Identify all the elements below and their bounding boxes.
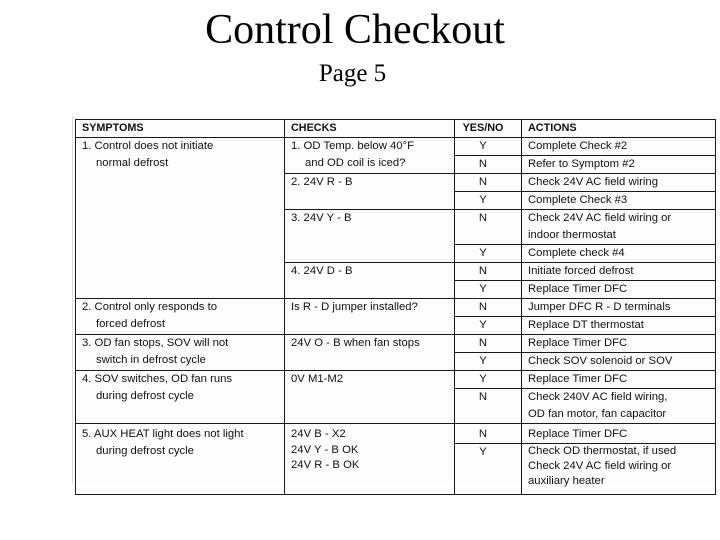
yes-no-cell: N xyxy=(455,389,522,424)
action-line: Check 24V AC field wiring or xyxy=(528,460,672,472)
action-cell: Check SOV solenoid or SOV xyxy=(522,353,716,371)
action-cell: Replace DT thermostat xyxy=(522,317,716,335)
control-checkout-table xyxy=(75,119,716,495)
check-5-line-3: 24V R - B OK xyxy=(291,459,360,471)
action-cell: Initiate forced defrost xyxy=(522,263,716,281)
action-cell: Jumper DFC R - D terminals xyxy=(522,299,716,317)
action-cell: Complete Check #2 xyxy=(522,138,716,156)
table-row xyxy=(76,138,716,156)
check-1-line-2: and OD coil is iced? xyxy=(305,157,406,169)
header-checks: CHECKS xyxy=(285,120,455,138)
action-cell: Refer to Symptom #2 xyxy=(522,156,716,174)
table-row xyxy=(76,424,716,444)
yes-no-cell: Y xyxy=(455,138,522,156)
yes-no-cell: Y xyxy=(455,444,522,495)
yes-no-cell: Y xyxy=(455,317,522,335)
yes-no-cell: N xyxy=(455,335,522,353)
action-cell: Replace Timer DFC xyxy=(522,424,716,444)
yes-no-cell: Y xyxy=(455,192,522,210)
check-cell xyxy=(285,424,455,495)
symptom-5-line-2: during defrost cycle xyxy=(96,445,194,457)
action-cell: Replace Timer DFC xyxy=(522,335,716,353)
yes-no-cell: Y xyxy=(455,353,522,371)
action-line: indoor thermostat xyxy=(528,229,616,241)
check-cell: Is R - D jumper installed? xyxy=(285,299,455,335)
action-cell xyxy=(522,444,716,495)
yes-no-cell: N xyxy=(455,174,522,192)
symptom-1-line-2: normal defrost xyxy=(96,157,169,169)
action-line: Check OD thermostat, if used xyxy=(528,445,677,457)
symptom-cell xyxy=(76,138,285,299)
action-line: Check 240V AC field wiring, xyxy=(528,391,668,403)
check-5-line-1: 24V B - X2 xyxy=(291,428,346,440)
action-cell: Replace Timer DFC xyxy=(522,371,716,389)
symptom-2-line-1: 2. Control only responds to xyxy=(82,301,218,313)
check-cell xyxy=(285,138,455,174)
symptom-cell xyxy=(76,424,285,495)
symptom-4-line-1: 4. SOV switches, OD fan runs xyxy=(82,373,233,385)
page-subtitle: Page 5 xyxy=(318,60,387,87)
action-line: auxiliary heater xyxy=(528,475,605,487)
check-cell: 2. 24V R - B xyxy=(285,174,455,210)
table-row xyxy=(76,371,716,389)
symptom-cell xyxy=(76,371,285,424)
symptom-3-line-2: switch in defrost cycle xyxy=(96,354,206,366)
action-cell xyxy=(522,389,716,424)
yes-no-cell: N xyxy=(455,210,522,245)
symptom-cell xyxy=(76,299,285,335)
yes-no-cell: Y xyxy=(455,281,522,299)
yes-no-cell: Y xyxy=(455,371,522,389)
action-cell xyxy=(522,210,716,245)
header-yes-no: YES/NO xyxy=(455,120,522,138)
action-line: OD fan motor, fan capacitor xyxy=(528,408,667,420)
check-cell: 0V M1-M2 xyxy=(285,371,455,424)
symptom-4-line-2: during defrost cycle xyxy=(96,390,194,402)
check-cell: 3. 24V Y - B xyxy=(285,210,455,263)
yes-no-cell: N xyxy=(455,156,522,174)
action-cell: Complete Check #3 xyxy=(522,192,716,210)
symptom-3-line-1: 3. OD fan stops, SOV will not xyxy=(82,337,229,349)
symptom-2-line-2: forced defrost xyxy=(96,318,166,330)
yes-no-cell: N xyxy=(455,424,522,444)
yes-no-cell: N xyxy=(455,263,522,281)
symptom-5-line-1: 5. AUX HEAT light does not light xyxy=(82,428,244,440)
table-row xyxy=(76,335,716,353)
symptom-1-line-1: 1. Control does not initiate xyxy=(82,140,214,152)
action-line: Check 24V AC field wiring or xyxy=(528,212,672,224)
check-1-line-1: 1. OD Temp. below 40°F xyxy=(291,140,414,152)
table-row xyxy=(76,299,716,317)
symptom-cell xyxy=(76,335,285,371)
check-5-line-2: 24V Y - B OK xyxy=(291,444,359,456)
check-cell: 4. 24V D - B xyxy=(285,263,455,299)
yes-no-cell: N xyxy=(455,299,522,317)
header-symptoms: SYMPTOMS xyxy=(76,120,285,138)
action-cell: Complete check #4 xyxy=(522,245,716,263)
yes-no-cell: Y xyxy=(455,245,522,263)
action-cell: Replace Timer DFC xyxy=(522,281,716,299)
check-cell: 24V O - B when fan stops xyxy=(285,335,455,371)
action-cell: Check 24V AC field wiring xyxy=(522,174,716,192)
page-title: Control Checkout xyxy=(205,7,505,53)
header-row xyxy=(76,120,716,138)
header-actions: ACTIONS xyxy=(522,120,716,138)
